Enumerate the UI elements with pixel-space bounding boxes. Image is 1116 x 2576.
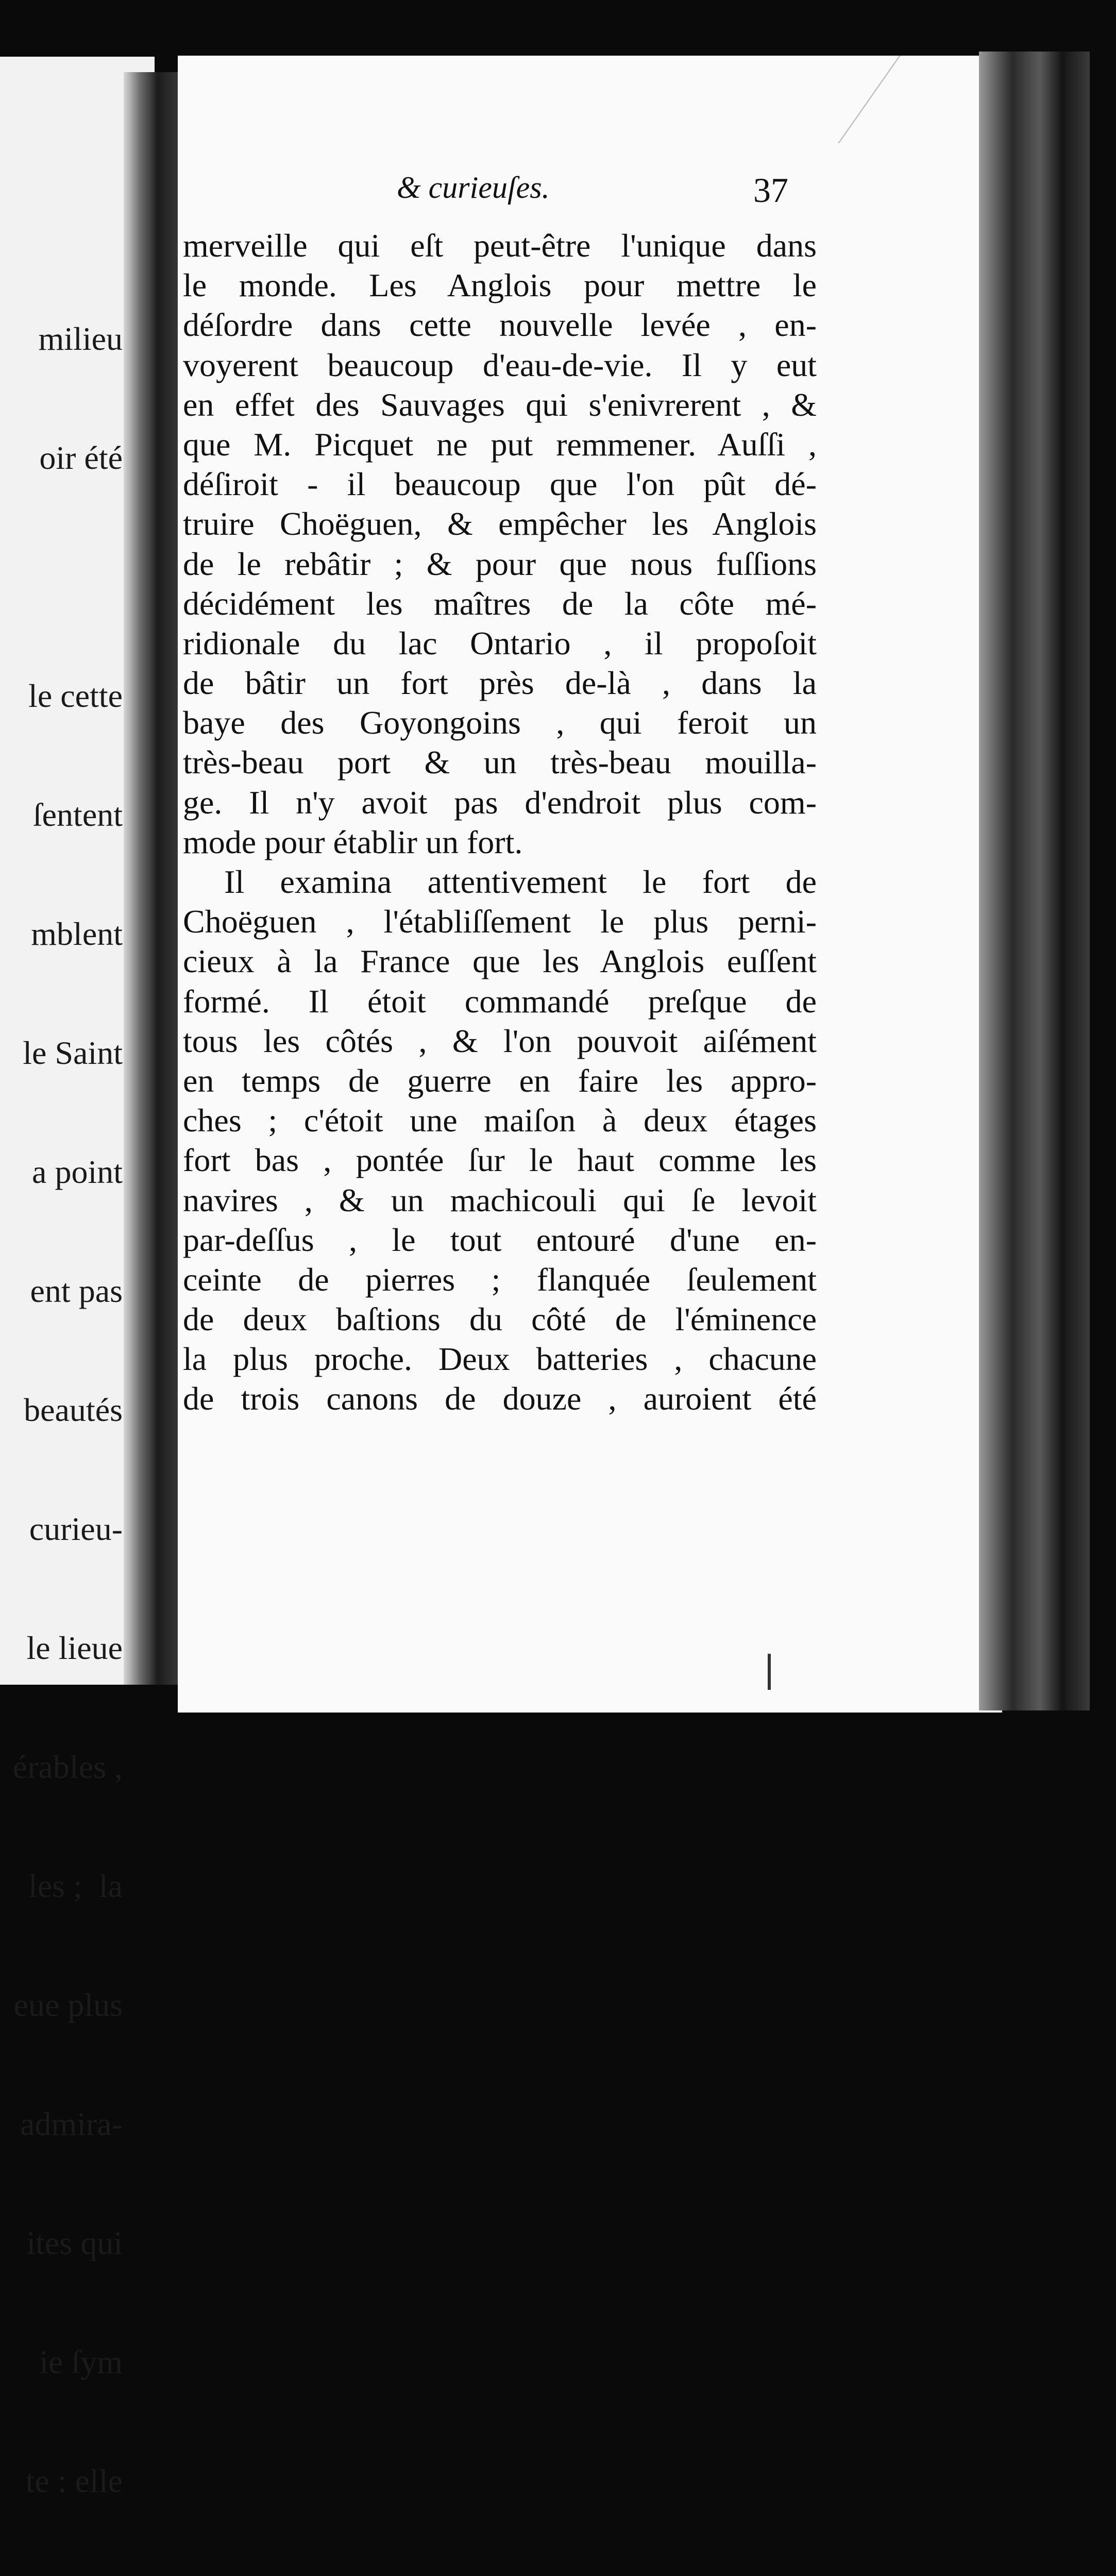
text-line: déſiroit - il beaucoup que l'on pût dé- <box>183 466 817 503</box>
text-line: truire Choëguen, & empêcher les Anglois <box>183 505 817 543</box>
left-line: érables , <box>12 1749 123 1785</box>
text-line: tous les côtés , & l'on pouvoit aiſément <box>183 1022 817 1059</box>
text-line: navires , & un machicouli qui ſe levoit <box>183 1181 817 1218</box>
left-line: eue plus <box>13 1987 123 2023</box>
text-line: fort bas , pontée ſur le haut comme les <box>183 1142 817 1179</box>
text-line: Il examina attentivement le fort de <box>224 863 817 900</box>
text-line: cieux à la France que les Anglois euſſent <box>183 943 817 980</box>
page-mark <box>768 1654 771 1690</box>
left-line: te : elle <box>25 2463 123 2499</box>
text-line: Choëguen , l'établiſſement le plus perni- <box>183 903 817 940</box>
left-line: beautés <box>24 1392 123 1428</box>
text-line: en temps de guerre en faire les appro- <box>183 1062 817 1099</box>
text-line: de deux baſtions du côté de l'éminence <box>183 1301 817 1338</box>
book-gutter <box>124 72 180 1685</box>
text-line: la plus proche. Deux batteries , chacune <box>183 1341 817 1378</box>
text-line: de trois canons de douze , auroient été <box>183 1380 817 1417</box>
left-line: ſentent <box>32 796 123 833</box>
left-line: a point <box>32 1154 123 1190</box>
text-line: ridionale du lac Ontario , il propoſoit <box>183 624 817 662</box>
running-title: & curieuſes. <box>397 171 550 205</box>
text-line: ceinte de pierres ; flanquée ſeulement <box>183 1261 817 1298</box>
left-line: ites qui <box>26 2225 123 2261</box>
body-text <box>183 226 817 1419</box>
text-line: merveille qui eſt peut-être l'unique dans <box>183 227 817 264</box>
left-line: le Saint <box>23 1035 123 1071</box>
text-line: de le rebâtir ; & pour que nous fuſſions <box>183 545 817 582</box>
left-line: milieu <box>38 320 123 357</box>
text-line: mode pour établir un fort. <box>183 823 523 860</box>
left-line: les ; la <box>28 1868 123 1904</box>
left-line: ie ſym <box>39 2344 123 2380</box>
left-line: le lieue <box>26 1630 123 1666</box>
left-line: admira- <box>20 2106 123 2142</box>
text-line: ge. Il n'y avoit pas d'endroit plus com- <box>183 784 817 821</box>
running-header <box>180 170 788 216</box>
text-line: par-deſſus , le tout entouré d'une en- <box>183 1221 817 1258</box>
left-line: curieu- <box>29 1511 123 1547</box>
text-line: en effet des Sauvages qui s'enivrerent , & <box>183 386 817 423</box>
text-line: ches ; c'étoit une maiſon à deux étages <box>183 1102 817 1139</box>
page-number: 37 <box>753 171 788 210</box>
left-line: oir été <box>39 439 123 476</box>
text-line: déſordre dans cette nouvelle levée , en- <box>183 307 817 344</box>
text-line: très-beau port & un très-beau mouilla- <box>183 744 817 781</box>
page-edge-stack <box>979 52 1090 1710</box>
left-line <box>0 557 123 597</box>
text-line: que M. Picquet ne put remmener. Auſſi , <box>183 426 817 463</box>
text-line: de bâtir un fort près de-là , dans la <box>183 665 817 702</box>
left-line: le cette <box>28 677 123 714</box>
text-line: voyerent beaucoup d'eau-de-vie. Il y eut <box>183 346 817 383</box>
text-line: décidément les maîtres de la côte mé- <box>183 585 817 622</box>
left-page-text <box>0 240 123 2576</box>
text-line: baye des Goyongoins , qui feroit un <box>183 704 817 741</box>
text-line: formé. Il étoit commandé preſque de <box>183 982 817 1020</box>
text-line: le monde. Les Anglois pour mettre le <box>183 267 817 304</box>
left-line: ent pas <box>30 1273 123 1309</box>
left-line: mblent <box>31 916 123 952</box>
